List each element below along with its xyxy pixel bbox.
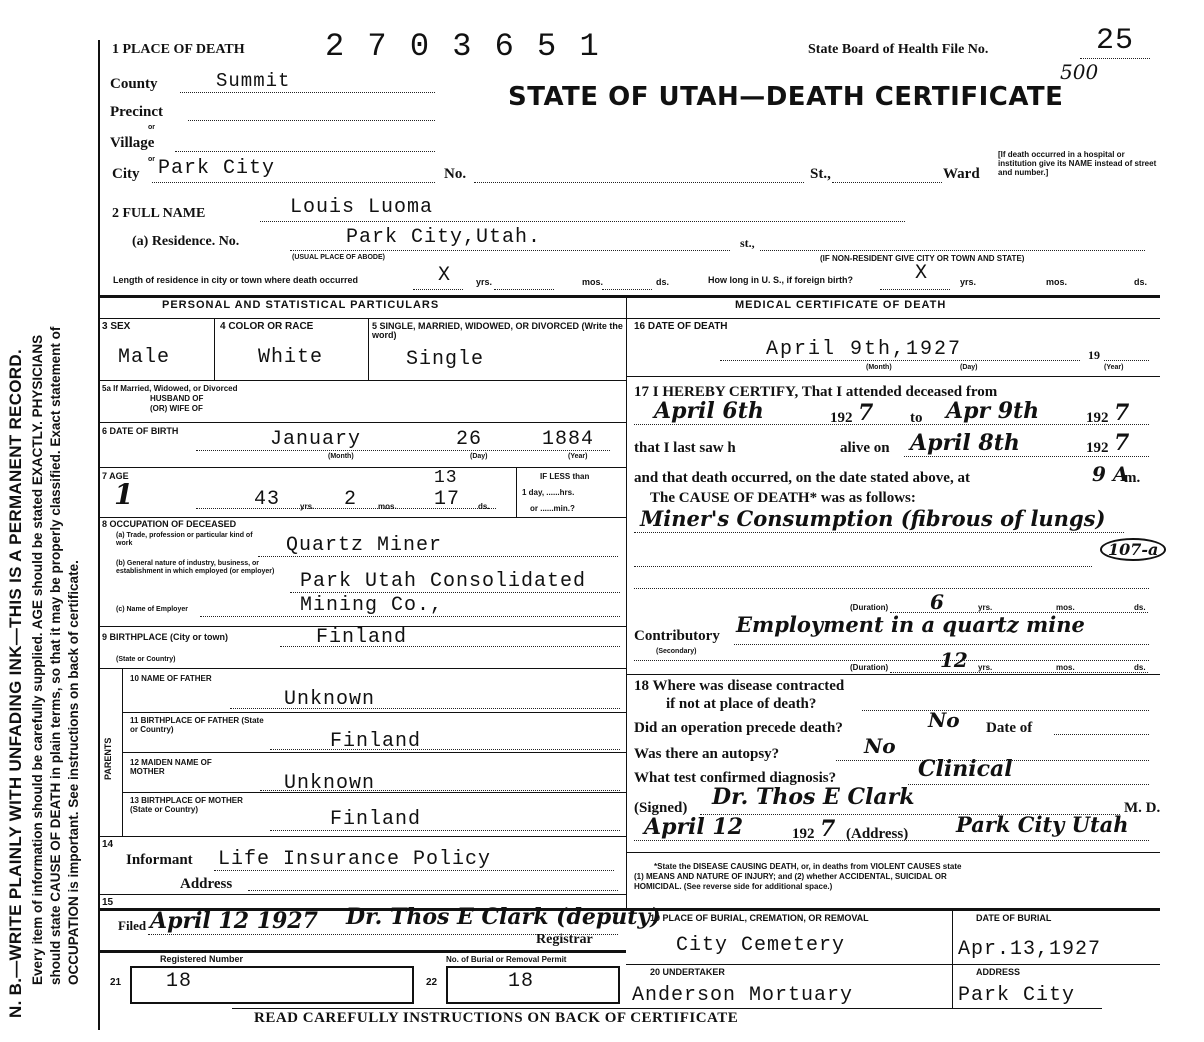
spouse-label-2: HUSBAND OF: [150, 394, 204, 403]
side-note-3: should state CAUSE OF DEATH in plain terms, so that it may be properly classified. Exact statement of: [48, 326, 63, 985]
side-note-2: Every item of information should be carefully supplied. AGE should be stated EXACTLY. PHYSICIANS: [30, 334, 45, 985]
last-seen: April 8th: [910, 430, 1020, 456]
test-value: Clinical: [918, 756, 1013, 782]
attended-from: April 6th: [654, 398, 764, 424]
color-label: 4 COLOR OR RACE: [220, 321, 314, 332]
mos-label: mos.: [1056, 603, 1075, 612]
attended-from-year-digit: 7: [858, 400, 874, 426]
birthplace-label: 9 BIRTHPLACE (City or town): [102, 632, 228, 642]
city-label: City: [112, 166, 140, 182]
footnote-1: *State the DISEASE CAUSING DEATH, or, in deaths from VIOLENT CAUSES state: [654, 862, 962, 871]
filed-date: April 12 1927: [150, 908, 318, 934]
color-value: White: [258, 346, 324, 369]
or-text: or: [148, 124, 155, 131]
last-seen-year: 192: [1086, 440, 1109, 456]
attended-from-year: 192: [830, 410, 853, 426]
burial-permit-value: 18: [508, 970, 535, 993]
place-of-death-label: 1 PLACE OF DEATH: [112, 42, 245, 57]
informant-address-label: Address: [180, 876, 233, 892]
sex-label: 3 SEX: [102, 321, 131, 332]
duration-label: (Duration): [850, 663, 889, 672]
age-label: 7 AGE: [102, 471, 129, 481]
physician-address-value: Park City Utah: [956, 812, 1129, 837]
burial-permit-label: No. of Burial or Removal Permit: [446, 955, 567, 964]
yrs-label: yrs.: [300, 502, 315, 511]
contributory-value: Employment in a quartz mine: [736, 612, 1085, 637]
yrs-label: yrs.: [978, 603, 993, 612]
day-caption: (Day): [470, 453, 488, 460]
ds-label: ds.: [656, 277, 670, 287]
or-text: or: [148, 156, 155, 163]
length-residence-mark: X: [438, 264, 452, 287]
year-caption: (Year): [568, 453, 588, 460]
attended-to-year: 192: [1086, 410, 1109, 426]
occupation-value: Quartz Miner: [286, 534, 443, 557]
dob-month: January: [270, 428, 362, 451]
file-no-label: State Board of Health File No.: [808, 42, 989, 57]
bottom-rule: [232, 1008, 1102, 1009]
test-label: What test confirmed diagnosis?: [634, 770, 837, 786]
cause-code: 107-a: [1100, 538, 1166, 561]
cause-value: Miner's Consumption (fibrous of lungs): [640, 506, 1106, 531]
county-value: Summit: [216, 70, 291, 92]
ds-label: ds.: [1134, 663, 1146, 672]
item-22-number: 22: [426, 977, 438, 988]
certificate-title: STATE OF UTAH—DEATH CERTIFICATE: [508, 82, 1064, 112]
st-label: St.,: [810, 166, 831, 182]
death-time: 9 A: [1092, 462, 1129, 486]
footnote-3: HOMICIDAL. (See reverse side for additional space.): [634, 882, 833, 891]
mos-label: mos.: [378, 502, 397, 511]
informant-label: Informant: [126, 852, 193, 868]
no-label: No.: [444, 166, 467, 182]
spouse-label-1: 5a If Married, Widowed, or Divorced: [102, 384, 238, 393]
filed-label: Filed: [118, 918, 147, 933]
reg-number-value: 18: [166, 970, 193, 993]
attended-to: Apr 9th: [946, 398, 1040, 424]
item-21-number: 21: [110, 977, 122, 988]
age-mark: 1: [114, 478, 134, 511]
ward-label: Ward: [943, 166, 980, 182]
ds-label: ds.: [1134, 277, 1148, 287]
month-caption: (Month): [866, 364, 892, 371]
dob-year: 1884: [542, 428, 595, 451]
dod-label: 16 DATE OF DEATH: [634, 321, 728, 332]
dob-day: 26: [456, 428, 483, 451]
parents-label: PARENTS: [103, 737, 113, 780]
physician-signature: Dr. Thos E Clark: [712, 784, 915, 810]
certify-line-2a: that I last saw h: [634, 440, 736, 456]
disease-contracted-label-2: if not at place of death?: [666, 696, 817, 712]
yrs-label: yrs.: [978, 663, 993, 672]
side-note-4: OCCUPATION is important. See instructions on back of certificate.: [66, 560, 81, 985]
medical-header: MEDICAL CERTIFICATE OF DEATH: [735, 299, 947, 311]
last-seen-year-digit: 7: [1114, 430, 1130, 456]
marital-label: 5 SINGLE, MARRIED, WIDOWED, OR DIVORCED (Write the word): [372, 321, 623, 340]
year-caption: (Year): [1104, 364, 1124, 371]
disease-contracted-label: 18 Where was disease contracted: [634, 678, 845, 694]
spouse-label-3: (OR) WIFE OF: [150, 404, 203, 413]
occupation-label: 8 OCCUPATION OF DECEASED: [102, 519, 237, 529]
age-years: 43: [254, 488, 281, 511]
secondary-caption: (Secondary): [656, 648, 697, 655]
dod-century: 19: [1088, 348, 1100, 362]
residence-label: (a) Residence. No.: [132, 234, 240, 249]
mother-value: Unknown: [284, 772, 376, 795]
length-residence-label: Length of residence in city or town where death occurred: [113, 275, 359, 285]
contributory-label: Contributory: [634, 628, 720, 644]
to-label: to: [910, 410, 923, 426]
personal-header: PERSONAL AND STATISTICAL PARTICULARS: [162, 299, 440, 311]
certify-line-3: and that death occurred, on the date stated above, at: [634, 470, 970, 486]
attended-to-year-digit: 7: [1114, 400, 1130, 426]
mos-label: mos.: [1046, 277, 1068, 287]
burial-place-value: City Cemetery: [676, 934, 846, 957]
signed-label: (Signed): [634, 800, 688, 816]
m-label: m.: [1124, 470, 1141, 486]
cause-label: The CAUSE OF DEATH* was as follows:: [650, 490, 916, 506]
sign-date: April 12: [644, 814, 744, 840]
burial-date-value: Apr.13,1927: [958, 938, 1102, 961]
operation-value: No: [928, 708, 960, 732]
birthplace-caption: (State or Country): [116, 656, 176, 663]
item-14-number: 14: [102, 839, 114, 850]
undertaker-address-label: ADDRESS: [976, 967, 1021, 977]
registrar-label: Registrar: [536, 932, 593, 947]
undertaker-address-value: Park City: [958, 984, 1076, 1007]
marital-value: Single: [406, 348, 485, 371]
physician-address-label: (Address): [846, 826, 909, 842]
file-no: 25: [1096, 24, 1135, 58]
residence-value: Park City,Utah.: [346, 226, 542, 249]
ds-label: ds.: [478, 502, 490, 511]
md-label: M. D.: [1124, 800, 1161, 816]
industry-value: Park Utah Consolidated: [300, 570, 587, 593]
dob-label: 6 DATE OF BIRTH: [102, 426, 179, 436]
less-than-hrs: 1 day, ......hrs.: [522, 488, 575, 497]
full-name-value: Louis Luoma: [290, 196, 434, 219]
burial-date-label: DATE OF BURIAL: [976, 913, 1052, 923]
nonresident-caption: (IF NON-RESIDENT GIVE CITY OR TOWN AND STATE): [820, 254, 1025, 263]
occupation-a-caption: (a) Trade, profession or particular kind of work: [116, 532, 253, 547]
less-than-min: or ......min.?: [530, 504, 575, 513]
yrs-label: yrs.: [960, 277, 977, 287]
undertaker-value: Anderson Mortuary: [632, 984, 854, 1007]
age-days: 17: [434, 488, 461, 511]
undertaker-label: 20 UNDERTAKER: [650, 967, 725, 977]
occupation-b-caption: (b) General nature of industry, business, or establishment in which employed (or employer): [116, 560, 275, 575]
father-birthplace-value: Finland: [330, 730, 422, 753]
mos-label: mos.: [582, 277, 604, 287]
file-no-extra: 500: [1060, 60, 1099, 84]
how-long-mark: X: [915, 262, 929, 285]
reg-number-label: Registered Number: [160, 954, 244, 964]
autopsy-label: Was there an autopsy?: [634, 746, 780, 762]
father-value: Unknown: [284, 688, 376, 711]
age-days-correction: 13: [434, 468, 458, 488]
item-15-number: 15: [102, 897, 114, 908]
sign-year-digit: 7: [820, 816, 836, 842]
operation-date-label: Date of: [986, 720, 1033, 736]
father-birthplace-label: 11 BIRTHPLACE OF FATHER (State or Country): [130, 716, 264, 734]
contributory-duration: 12: [940, 648, 968, 672]
mother-birthplace-value: Finland: [330, 808, 422, 831]
burial-place-label: 19 PLACE OF BURIAL, CREMATION, OR REMOVAL: [650, 913, 869, 923]
county-label: County: [110, 76, 158, 92]
section-divider: [98, 295, 1160, 298]
footer-instructions: READ CAREFULLY INSTRUCTIONS ON BACK OF CERTIFICATE: [254, 1010, 739, 1026]
age-months: 2: [344, 488, 358, 511]
sex-value: Male: [118, 346, 171, 369]
usual-place-caption: (USUAL PLACE OF ABODE): [292, 254, 385, 261]
mother-label: 12 MAIDEN NAME OF MOTHER: [130, 758, 212, 776]
duration-value: 6: [930, 590, 944, 614]
informant-value: Life Insurance Policy: [218, 848, 492, 871]
city-value: Park City: [158, 157, 276, 180]
birthplace-value: Finland: [316, 626, 408, 649]
village-label: Village: [110, 135, 155, 151]
ds-label: ds.: [1134, 603, 1146, 612]
left-border: [98, 40, 100, 1030]
footnote-2: (1) MEANS AND NATURE OF INJURY; and (2) whether ACCIDENTAL, SUICIDAL OR: [634, 872, 947, 881]
full-name-label: 2 FULL NAME: [112, 206, 206, 221]
side-note-ink: N. B.—WRITE PLAINLY WITH UNFADING INK—THIS IS A PERMANENT RECORD.: [6, 349, 25, 1018]
father-label: 10 NAME OF FATHER: [130, 674, 212, 683]
autopsy-value: No: [864, 734, 896, 758]
mother-birthplace-label: 13 BIRTHPLACE OF MOTHER (State or Country): [130, 796, 243, 814]
precinct-label: Precinct: [110, 104, 164, 120]
certificate-number: 2 7 0 3 6 5 1: [325, 28, 601, 65]
less-than-label: IF LESS than: [540, 472, 590, 481]
residence-st-label: st.,: [740, 236, 755, 250]
certify-line-1: 17 I HEREBY CERTIFY, That I attended deceased from: [634, 384, 998, 400]
duration-label: (Duration): [850, 603, 889, 612]
day-caption: (Day): [960, 364, 978, 371]
month-caption: (Month): [328, 453, 354, 460]
sign-year: 192: [792, 826, 815, 842]
employer-value: Mining Co.,: [300, 594, 444, 617]
mos-label: mos.: [1056, 663, 1075, 672]
certify-line-2b: alive on: [840, 440, 890, 456]
ward-note: [If death occurred in a hospital or institution give its NAME instead of street and number.]: [998, 150, 1157, 177]
yrs-label: yrs.: [476, 277, 493, 287]
operation-label: Did an operation precede death?: [634, 720, 843, 736]
filed-by: Dr. Thos E Clark (deputy): [346, 904, 661, 930]
dod-value: April 9th,1927: [766, 338, 963, 361]
how-long-label: How long in U. S., if foreign birth?: [708, 275, 853, 285]
employer-caption: (c) Name of Employer: [116, 606, 188, 613]
